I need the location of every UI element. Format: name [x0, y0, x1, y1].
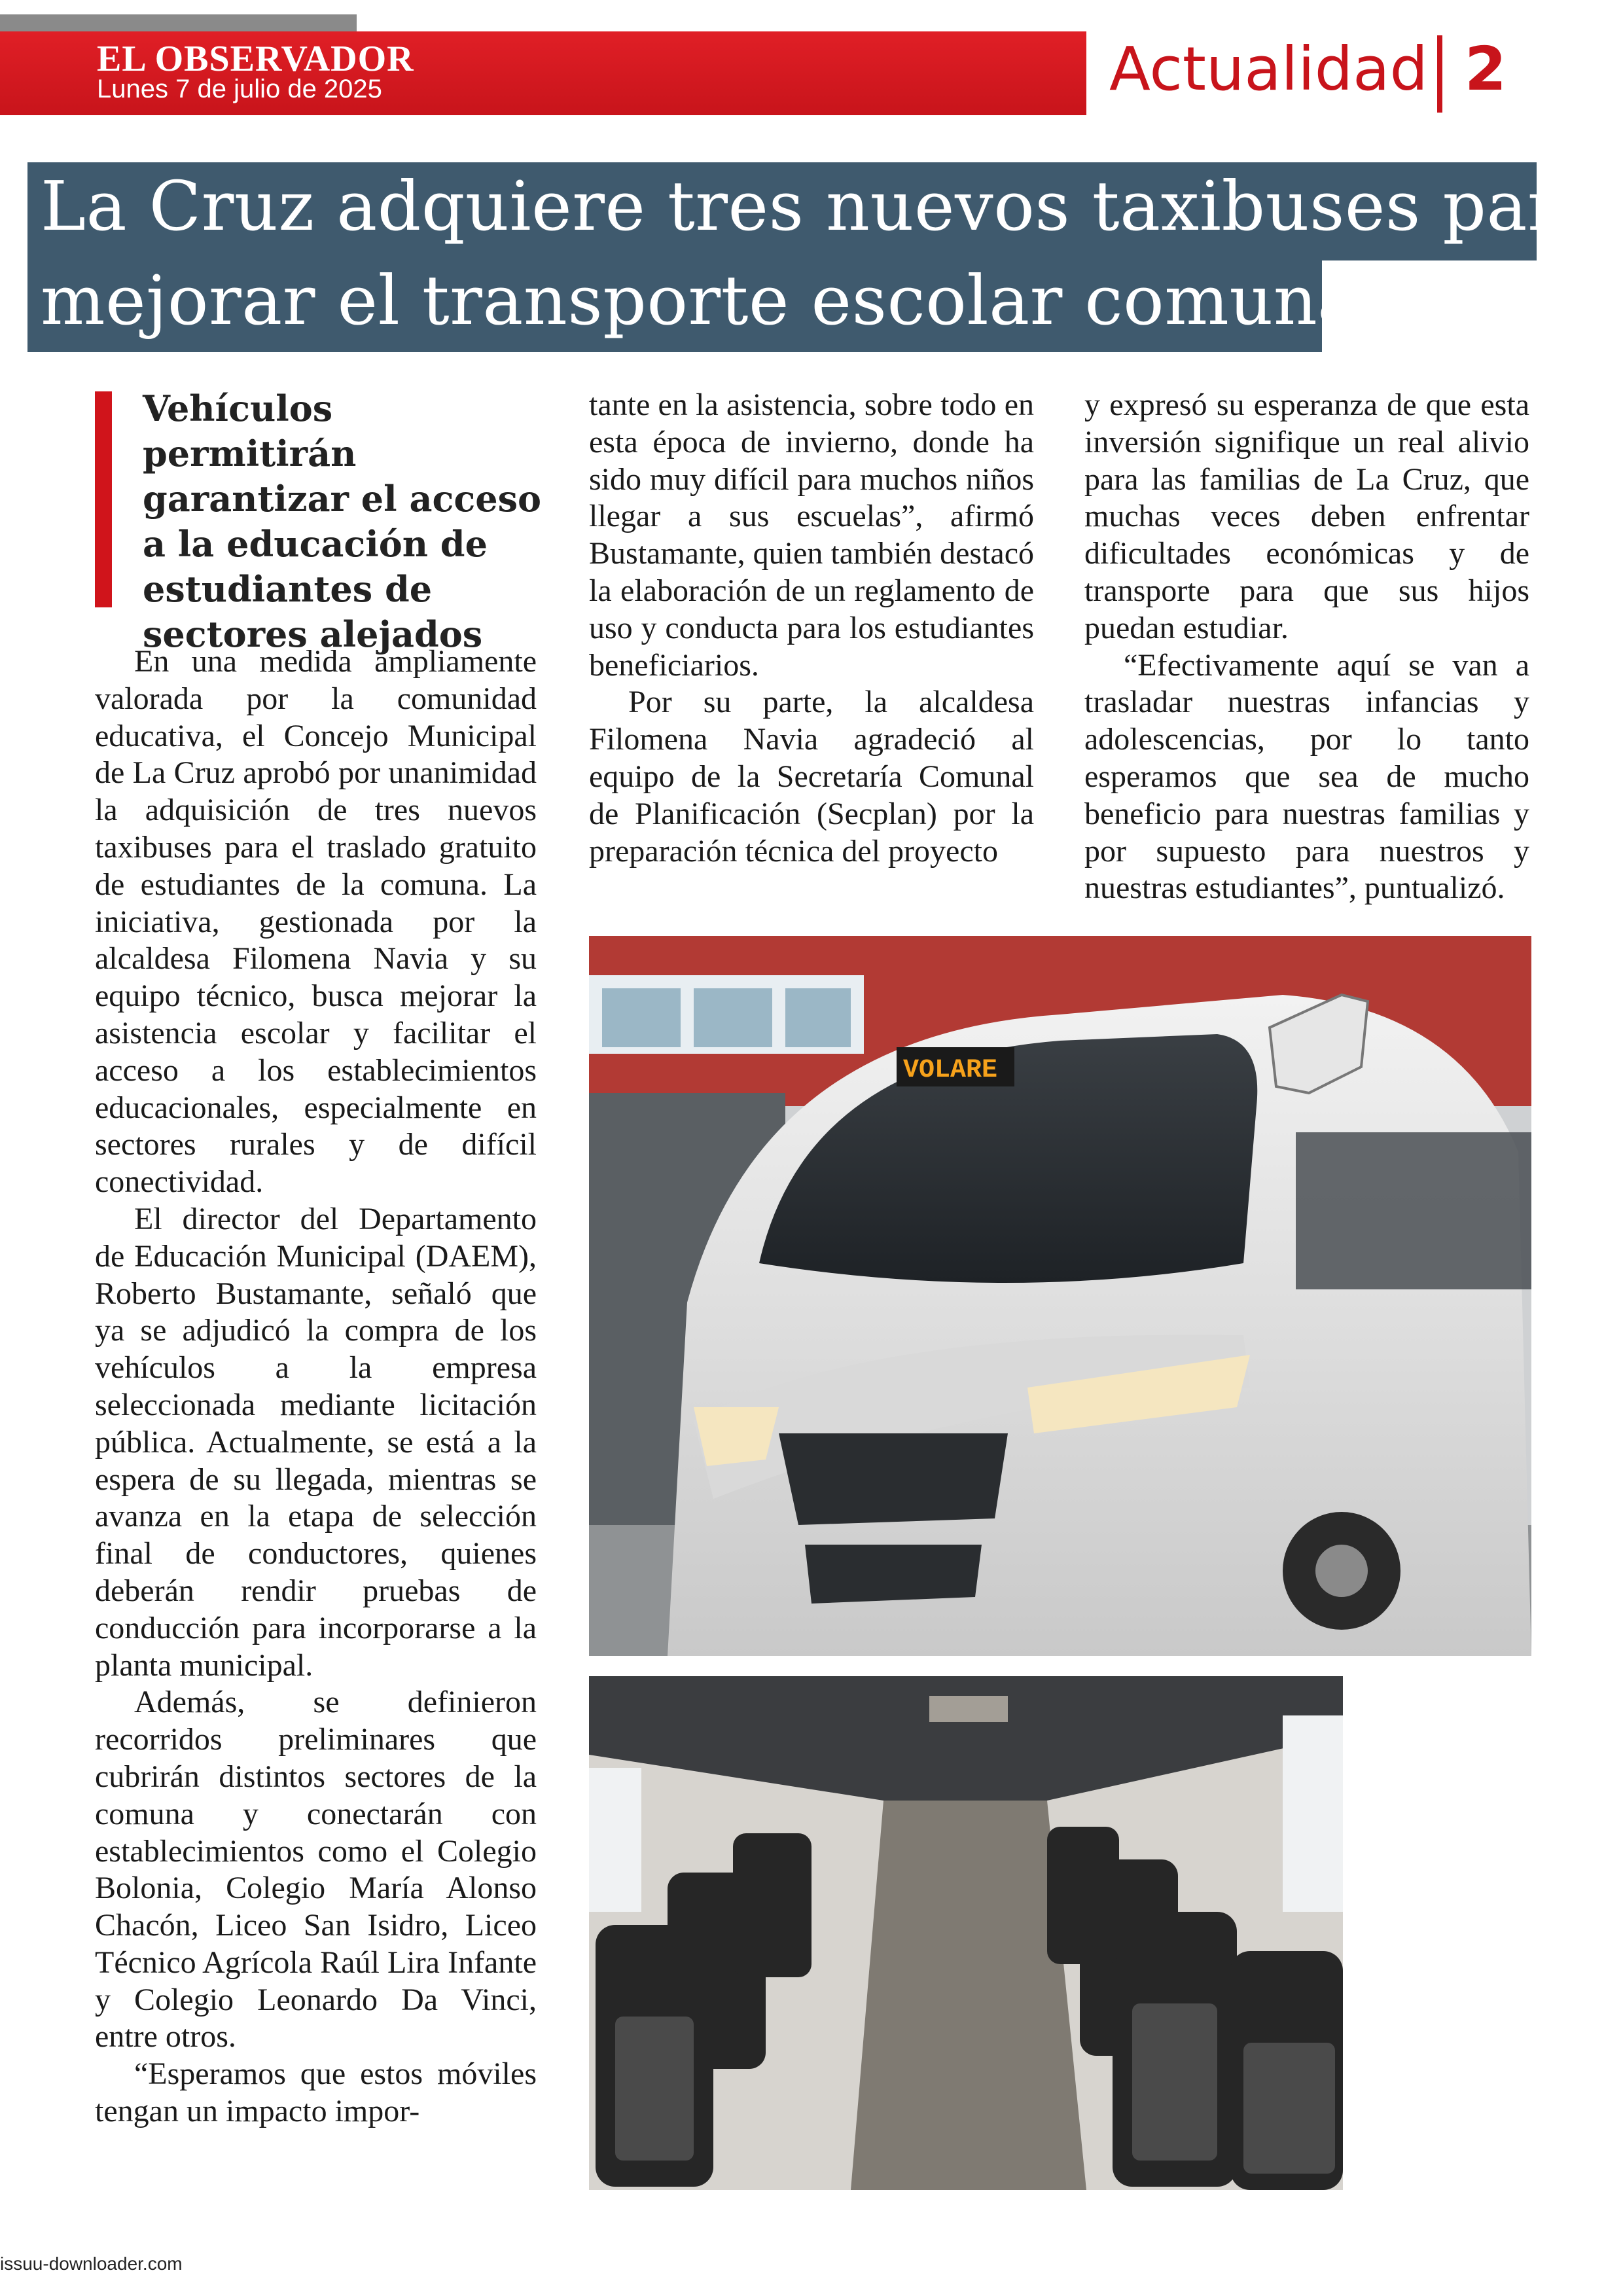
paragraph-4-start: “Esperamos que estos móviles tengan un impacto impor-: [95, 2056, 537, 2129]
paragraph-6: “Efectivamente aquí se van a trasladar nuestras infancias y adolescencias, por lo tanto esperamos que sea de mucho beneficio para nuestras familias y por supuesto para nuestros y nuestras estudiantes”, puntualizó.: [1084, 647, 1529, 906]
article-column-2: [589, 387, 1034, 870]
article-column-1: [95, 643, 537, 2130]
article-column-3: [1084, 387, 1529, 907]
destination-sign: VOLARE: [903, 1056, 998, 1085]
newspaper-name: EL OBSERVADOR: [97, 39, 414, 79]
bus-exterior-photo: [589, 936, 1531, 1656]
paragraph-2: El director del Departamento de Educación Municipal (DAEM), Roberto Bustamante, señaló que ya se adjudicó la compra de los vehículos a la empresa seleccionada mediante licitación pública. Actualmente, se está a la espera de su llegada, mientras se avanza en la etapa de selección final de conductores, quienes deberán rendir pruebas de conducción para incorporarse a la planta municipal.: [95, 1201, 537, 1683]
section-name: Actualidad: [1109, 34, 1428, 104]
paragraph-5-start: Por su parte, la alcaldesa Filomena Navia agradeció al equipo de la Secretaría Comunal de Planificación (Secplan) por la preparación técnica del proyecto: [589, 685, 1034, 869]
headline-line-2: mejorar el transporte escolar comunal: [41, 260, 1381, 340]
issue-date: Lunes 7 de julio de 2025: [97, 75, 382, 103]
paragraph-3: Además, se definieron recorridos preliminares que cubrirán distintos sectores de la comuna y conectarán con establecimientos como el Colegio Bolonia, Colegio María Alonso Chacón, Liceo San Isidro, Liceo Técnico Agrícola Raúl Lira Infante y Colegio Leonardo Da Vinci, entre otros.: [95, 1685, 537, 2054]
paragraph-5-continued: y expresó su esperanza de que esta inversión signifique un real alivio para las familias de La Cruz, que muchas veces deben enfrentar dificultades económicas y de transporte para que sus hijos puedan estudiar.: [1084, 387, 1529, 645]
subheadline: Vehículos permitirán garantizar el acceso a la educación de estudiantes de sectores alejados: [143, 387, 542, 655]
footer-credit: issuu-downloader.com: [0, 2253, 183, 2274]
header-gray-tab: [0, 14, 357, 31]
subheadline-accent-bar: [95, 391, 112, 607]
section-separator: [1437, 35, 1442, 113]
page-number: 2: [1465, 34, 1507, 104]
bus-interior-photo: [589, 1672, 1347, 2190]
paragraph-4-continued: tante en la asistencia, sobre todo en esta época de invierno, donde ha sido muy difícil para muchos niños llegar a sus escuelas”, afirmó Bustamante, quien también destacó la elaboración de un reglamento de uso y conducta para los estudiantes beneficiarios.: [589, 387, 1034, 683]
headline-line-1: La Cruz adquiere tres nuevos taxibuses para: [41, 166, 1601, 246]
paragraph-1: En una medida ampliamente valorada por la comunidad educativa, el Concejo Municipal de La Cruz aprobó por unanimidad la adquisición de tres nuevos taxibuses para el traslado gratuito de estudiantes de la comuna. La iniciativa, gestionada por la alcaldesa Filomena Navia y su equipo técnico, busca mejorar la asistencia escolar y facilitar el acceso a los establecimientos educacionales, especialmente en sectores rurales y de difícil conectividad.: [95, 644, 537, 1200]
